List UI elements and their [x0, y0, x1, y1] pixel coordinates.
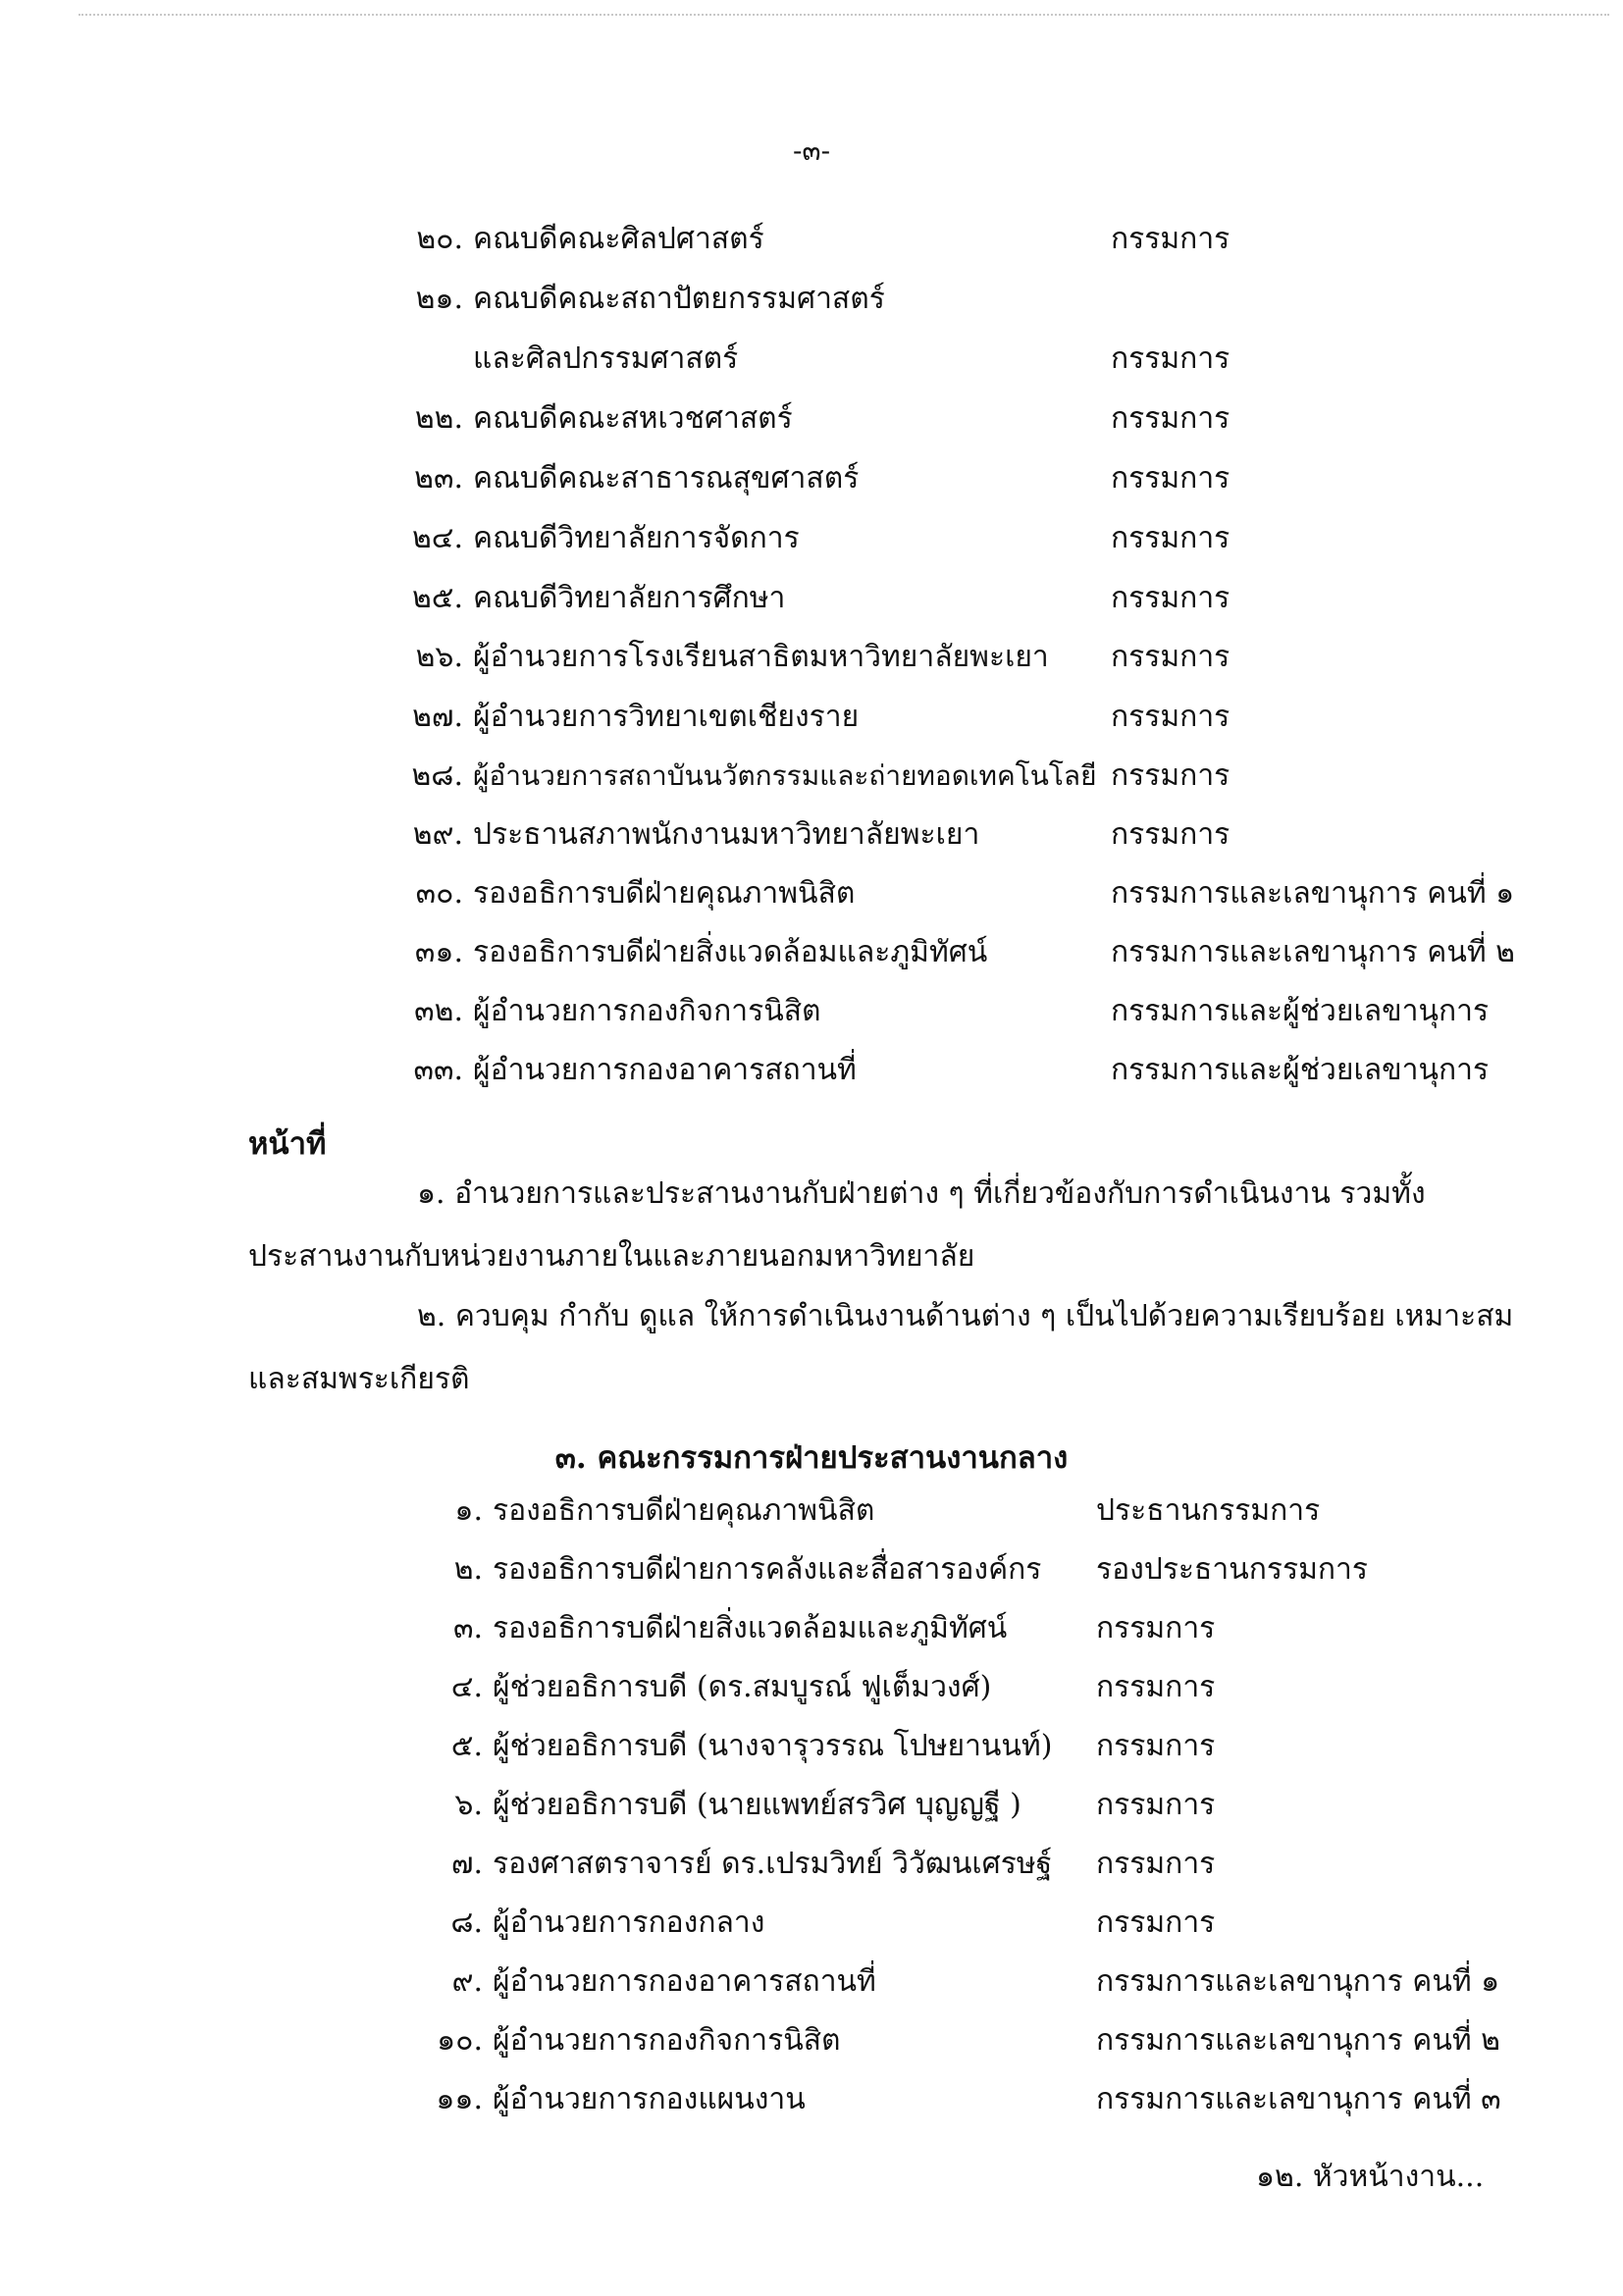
- member-name: รองอธิการบดีฝ่ายคุณภาพนิสิต: [493, 1493, 875, 1528]
- member-name: รองอธิการบดีฝ่ายคุณภาพนิสิต: [473, 876, 856, 911]
- member-name: ผู้อำนวยการโรงเรียนสาธิตมหาวิทยาลัยพะเยา: [473, 640, 1049, 674]
- member-number: ๒๒.: [414, 401, 463, 436]
- member-number: ๒๕.: [411, 581, 463, 615]
- member-role: กรรมการและเลขานุการ คนที่ ๑: [1096, 1964, 1500, 1999]
- member-row: [373, 2013, 1531, 2068]
- member-name: คณบดีวิทยาลัยการจัดการ: [473, 521, 800, 555]
- member-role: กรรมการ: [1096, 1611, 1216, 1645]
- member-number: ๒๖.: [415, 640, 463, 674]
- member-role: กรรมการ: [1096, 1670, 1216, 1704]
- member-number: ๙.: [451, 1964, 483, 1999]
- member-name: รองศาสตราจารย์ ดร.เปรมวิทย์ วิวัฒนเศรษฐ์: [493, 1847, 1053, 1881]
- member-number: ๔.: [450, 1670, 483, 1704]
- member-row: [373, 1719, 1531, 1774]
- duty-item-2: [248, 1285, 1524, 1411]
- duties-heading: หน้าที่: [248, 1126, 327, 1162]
- member-row: [373, 925, 1531, 980]
- duty-item-1: [248, 1163, 1524, 1288]
- member-name: รองอธิการบดีฝ่ายสิ่งแวดล้อมและภูมิทัศน์: [493, 1611, 1008, 1645]
- member-name: และศิลปกรรมศาสตร์: [473, 341, 739, 376]
- member-row: [373, 1660, 1531, 1715]
- member-number: ๓๐.: [415, 876, 463, 911]
- member-number: ๒๑.: [415, 282, 463, 316]
- member-name: รองอธิการบดีฝ่ายสิ่งแวดล้อมและภูมิทัศน์: [473, 935, 988, 969]
- member-row: [373, 1955, 1531, 2009]
- member-row: [373, 1043, 1531, 1098]
- member-name: คณบดีคณะสหเวชศาสตร์: [473, 401, 793, 436]
- member-role: กรรมการ: [1096, 1905, 1216, 1940]
- member-row: [373, 1542, 1531, 1597]
- member-row: [373, 1896, 1531, 1951]
- member-row: [373, 511, 1531, 566]
- member-role: กรรมการ: [1096, 1788, 1216, 1822]
- page-number: -๓-: [792, 134, 831, 167]
- member-number: ๒๐.: [416, 222, 463, 256]
- member-name: คณบดีวิทยาลัยการศึกษา: [473, 581, 786, 615]
- member-number: ๓๑.: [414, 935, 463, 969]
- member-number: ๑๑.: [436, 2082, 483, 2116]
- member-role: กรรมการและเลขานุการ คนที่ ๒: [1111, 935, 1515, 969]
- member-role: กรรมการ: [1111, 461, 1230, 496]
- member-name: ผู้อำนวยการกองกิจการนิสิต: [493, 2023, 841, 2058]
- duty-1-line-2: ประสานงานกับหน่วยงานภายในและภายนอกมหาวิทยาลัย: [248, 1239, 975, 1274]
- member-number: ๒๔.: [411, 521, 463, 555]
- member-number: ๘.: [450, 1905, 483, 1940]
- member-name: ผู้อำนวยการสถาบันนวัตกรรมและถ่ายทอดเทคโนโลยี: [473, 759, 1097, 792]
- member-row: [373, 749, 1531, 804]
- member-role: กรรมการ: [1111, 640, 1230, 674]
- member-number: ๒๘.: [411, 758, 463, 793]
- member-name: รองอธิการบดีฝ่ายการคลังและสื่อสารองค์กร: [493, 1552, 1042, 1587]
- member-number: ๖.: [454, 1788, 483, 1822]
- member-row: [373, 1837, 1531, 1892]
- member-name: คณบดีคณะสถาปัตยกรรมศาสตร์: [473, 282, 885, 316]
- member-number: ๓๓.: [413, 1053, 463, 1087]
- member-role: กรรมการและเลขานุการ คนที่ ๓: [1096, 2082, 1501, 2116]
- member-role: กรรมการและผู้ช่วยเลขานุการ: [1111, 994, 1490, 1028]
- member-number: ๒.: [453, 1552, 483, 1587]
- member-name: ผู้อำนวยการกองกลาง: [493, 1905, 765, 1940]
- member-role: กรรมการและเลขานุการ คนที่ ๒: [1096, 2023, 1500, 2058]
- member-row: [373, 690, 1531, 745]
- duty-2-line-1: ๒. ควบคุม กำกับ ดูแล ให้การดำเนินงานด้านต่าง ๆ เป็นไปด้วยความเรียบร้อย เหมาะสม: [417, 1299, 1514, 1333]
- member-name: คณบดีคณะสาธารณสุขศาสตร์: [473, 461, 860, 496]
- member-row: [373, 391, 1531, 446]
- member-role: กรรมการ: [1096, 1729, 1216, 1763]
- member-name: ผู้อำนวยการกองอาคารสถานที่: [493, 1964, 876, 1999]
- member-role: กรรมการ: [1096, 1847, 1216, 1881]
- member-row: [373, 984, 1531, 1039]
- member-row: [373, 1484, 1531, 1539]
- member-role: กรรมการ: [1111, 758, 1230, 793]
- member-name: ผู้อำนวยการกองแผนงาน: [493, 2082, 806, 2116]
- member-row: [373, 808, 1531, 862]
- member-row: [373, 2072, 1531, 2127]
- member-role: กรรมการ: [1111, 700, 1230, 734]
- section-3-title: ๓. คณะกรรมการฝ่ายประสานงานกลาง: [554, 1440, 1069, 1476]
- member-name: ผู้ช่วยอธิการบดี (นายแพทย์สรวิศ บุญญฐี ): [493, 1788, 1021, 1822]
- duty-2-line-2: และสมพระเกียรติ: [248, 1362, 470, 1396]
- member-number: ๒๓.: [414, 461, 463, 496]
- member-role: กรรมการ: [1111, 341, 1230, 376]
- member-number: ๗.: [450, 1847, 483, 1881]
- member-row: [373, 332, 1531, 387]
- member-name: ผู้อำนวยการกองกิจการนิสิต: [473, 994, 821, 1028]
- member-name: ผู้ช่วยอธิการบดี (นางจารุวรรณ โปษยานนท์): [493, 1729, 1053, 1763]
- member-number: ๑.: [454, 1493, 483, 1528]
- member-role: กรรมการ: [1111, 521, 1230, 555]
- member-number: ๒๙.: [412, 817, 463, 852]
- duty-1-line-1: ๑. อำนวยการและประสานงานกับฝ่ายต่าง ๆ ที่เกี่ยวข้องกับการดำเนินงาน รวมทั้ง: [417, 1176, 1426, 1211]
- member-name: ผู้อำนวยการกองอาคารสถานที่: [473, 1053, 857, 1087]
- member-number: ๓.: [452, 1611, 483, 1645]
- member-role: กรรมการ: [1111, 222, 1230, 256]
- member-role: กรรมการ: [1111, 401, 1230, 436]
- member-number: ๑๐.: [437, 2023, 483, 2058]
- member-role: กรรมการและผู้ช่วยเลขานุการ: [1111, 1053, 1490, 1087]
- member-row: [373, 1778, 1531, 1833]
- member-role: รองประธานกรรมการ: [1096, 1552, 1369, 1587]
- member-role: กรรมการ: [1111, 581, 1230, 615]
- member-name: ประธานสภาพนักงานมหาวิทยาลัยพะเยา: [473, 817, 980, 852]
- member-row: [373, 272, 1531, 327]
- member-role: กรรมการและเลขานุการ คนที่ ๑: [1111, 876, 1515, 911]
- member-row: [373, 571, 1531, 626]
- member-number: ๕.: [450, 1729, 483, 1763]
- member-role: ประธานกรรมการ: [1096, 1493, 1321, 1528]
- member-number: ๓๒.: [414, 994, 463, 1028]
- member-number: ๒๗.: [412, 700, 463, 734]
- continuation-reference: ๑๒. หัวหน้างาน...: [1256, 2160, 1485, 2194]
- member-row: [373, 630, 1531, 685]
- member-row: [373, 451, 1531, 506]
- member-row: [373, 1601, 1531, 1656]
- member-role: กรรมการ: [1111, 817, 1230, 852]
- member-name: ผู้ช่วยอธิการบดี (ดร.สมบูรณ์ ฟูเต็มวงศ์): [493, 1670, 992, 1704]
- member-name: ผู้อำนวยการวิทยาเขตเชียงราย: [473, 700, 860, 734]
- member-name: คณบดีคณะศิลปศาสตร์: [473, 222, 764, 256]
- scan-edge-artifact: [79, 14, 1609, 16]
- member-row: [373, 212, 1531, 267]
- member-row: [373, 866, 1531, 921]
